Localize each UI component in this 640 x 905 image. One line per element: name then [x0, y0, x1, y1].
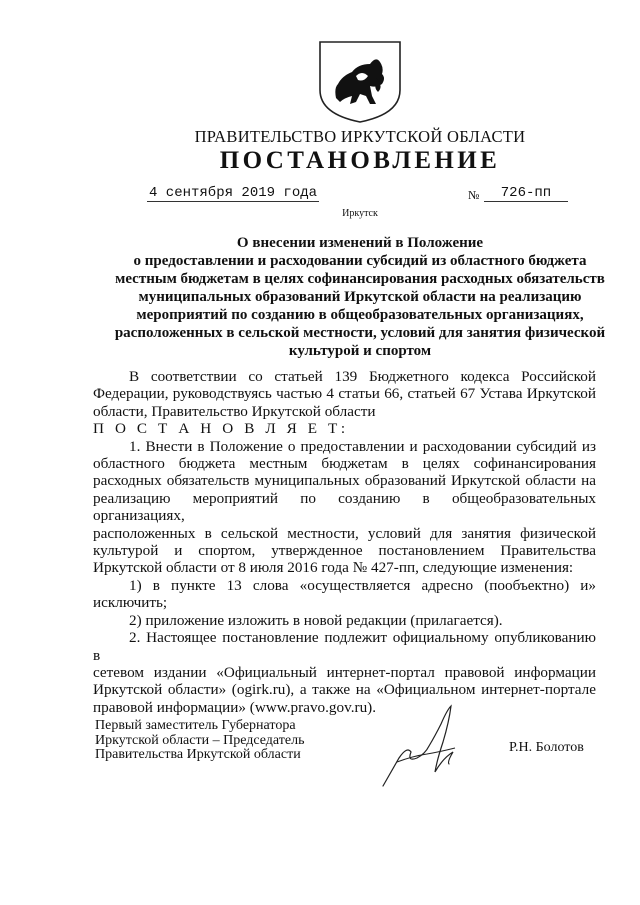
handwritten-signature: [377, 702, 477, 790]
position-line: Первый заместитель Губернатора: [95, 718, 296, 733]
signatory-name: Р.Н. Болотов: [509, 740, 584, 755]
body-line: правовой информации» (www.pravo.gov.ru).: [93, 698, 377, 716]
body-line: сетевом издании «Официальный интернет-портал правовой информации: [93, 663, 596, 681]
body-line: реализацию мероприятий по созданию в общеобразовательных организациях,: [93, 489, 596, 525]
document-type: ПОСТАНОВЛЕНИЕ: [219, 147, 501, 174]
coat-of-arms-emblem: [316, 40, 404, 124]
document-title: [90, 234, 630, 360]
body-line: области, Правительство Иркутской области: [93, 402, 376, 420]
government-name: ПРАВИТЕЛЬСТВО ИРКУТСКОЙ ОБЛАСТИ: [194, 127, 526, 146]
issue-city: Иркутск: [342, 208, 378, 219]
title-line: местным бюджетам в целях софинансирования расходных обязательств: [115, 271, 605, 287]
body-line: расходных обязательств муниципальных образований Иркутской области на: [93, 472, 596, 490]
body-line: 2) приложение изложить в новой редакции (прилагается).: [129, 611, 503, 629]
body-line: Иркутской области от 8 июля 2016 года № 427-пп, следующие изменения:: [93, 559, 574, 577]
title-line: мероприятий по созданию в общеобразовательных организациях,: [136, 307, 584, 323]
title-line: муниципальных образований Иркутской области на реализацию: [138, 289, 582, 305]
body-line: 1) в пункте 13 слова «осуществляется адресно (пообъектно) и»: [129, 576, 596, 594]
document-body: [93, 368, 596, 716]
title-line: культурой и спортом: [288, 343, 432, 359]
body-line: 1. Внести в Положение о предоставлении и расходовании субсидий из: [129, 437, 596, 455]
signatory-position: [95, 719, 304, 763]
title-line: расположенных в сельской местности, условий для занятия физической: [114, 325, 606, 341]
body-line: Федерации, руководствуясь частью 4 статьи 66, статьей 67 Устава Иркутской: [93, 385, 596, 403]
position-line: Правительства Иркутской области: [95, 747, 301, 762]
document-date: 4 сентября 2019 года: [149, 185, 318, 201]
title-line: О внесении изменений в Положение: [236, 235, 484, 251]
body-line: культурой и спортом, утвержденное постановлением Правительства: [93, 542, 596, 560]
body-line: областного бюджета местным бюджетам в целях софинансирования: [93, 455, 596, 473]
title-line: о предоставлении и расходовании субсидий из областного бюджета: [133, 253, 587, 269]
document-number: 726-пп: [484, 185, 568, 202]
position-line: Иркутской области – Председатель: [95, 732, 305, 748]
body-line: Иркутской области» (ogirk.ru), а также на «Официальном интернет-портале: [93, 681, 596, 699]
number-label: №: [468, 188, 480, 202]
body-line: расположенных в сельской местности, условий для занятия физической: [93, 524, 596, 542]
body-line: В соответствии со статьей 139 Бюджетного кодекса Российской: [129, 368, 596, 385]
decree-verb: П О С Т А Н О В Л Я Е Т:: [93, 420, 349, 438]
body-line: исключить;: [93, 594, 168, 612]
body-line: 2. Настоящее постановление подлежит официальному опубликованию в: [93, 629, 596, 664]
